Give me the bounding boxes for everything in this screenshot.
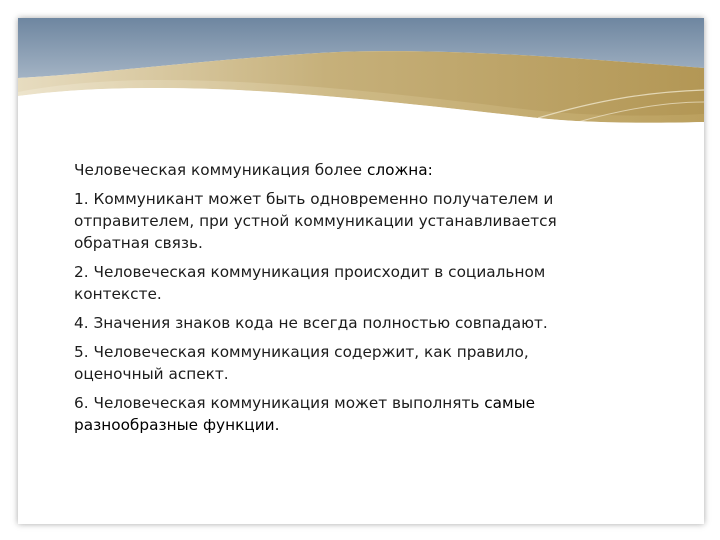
slide: [18, 18, 704, 524]
item-text: 1. Коммуникант может быть одновременно получателем и отправителем, при устной коммуникации устанавливается обратная связь.: [74, 190, 557, 252]
item-emphasis: самые разнообразные функции.: [74, 394, 536, 434]
item-text: 6. Человеческая коммуникация может выполнять: [74, 394, 485, 412]
slide-body: [74, 159, 614, 443]
intro-emphasis: сложна:: [366, 161, 433, 179]
list-item: [74, 312, 614, 334]
list-item: [74, 261, 614, 305]
header-wave-decoration: [18, 18, 704, 138]
list-item: [74, 188, 614, 254]
wave-graphic: [18, 18, 704, 138]
item-text: 4. Значения знаков кода не всегда полностью совпадают.: [74, 314, 548, 332]
intro-paragraph: [74, 159, 614, 181]
list-item: [74, 392, 614, 436]
list-item: [74, 341, 614, 385]
item-text: 2. Человеческая коммуникация происходит в социальном контексте.: [74, 263, 546, 303]
intro-text: Человеческая коммуникация более: [74, 161, 367, 179]
item-text: 5. Человеческая коммуникация содержит, как правило, оценочный аспект.: [74, 343, 529, 383]
